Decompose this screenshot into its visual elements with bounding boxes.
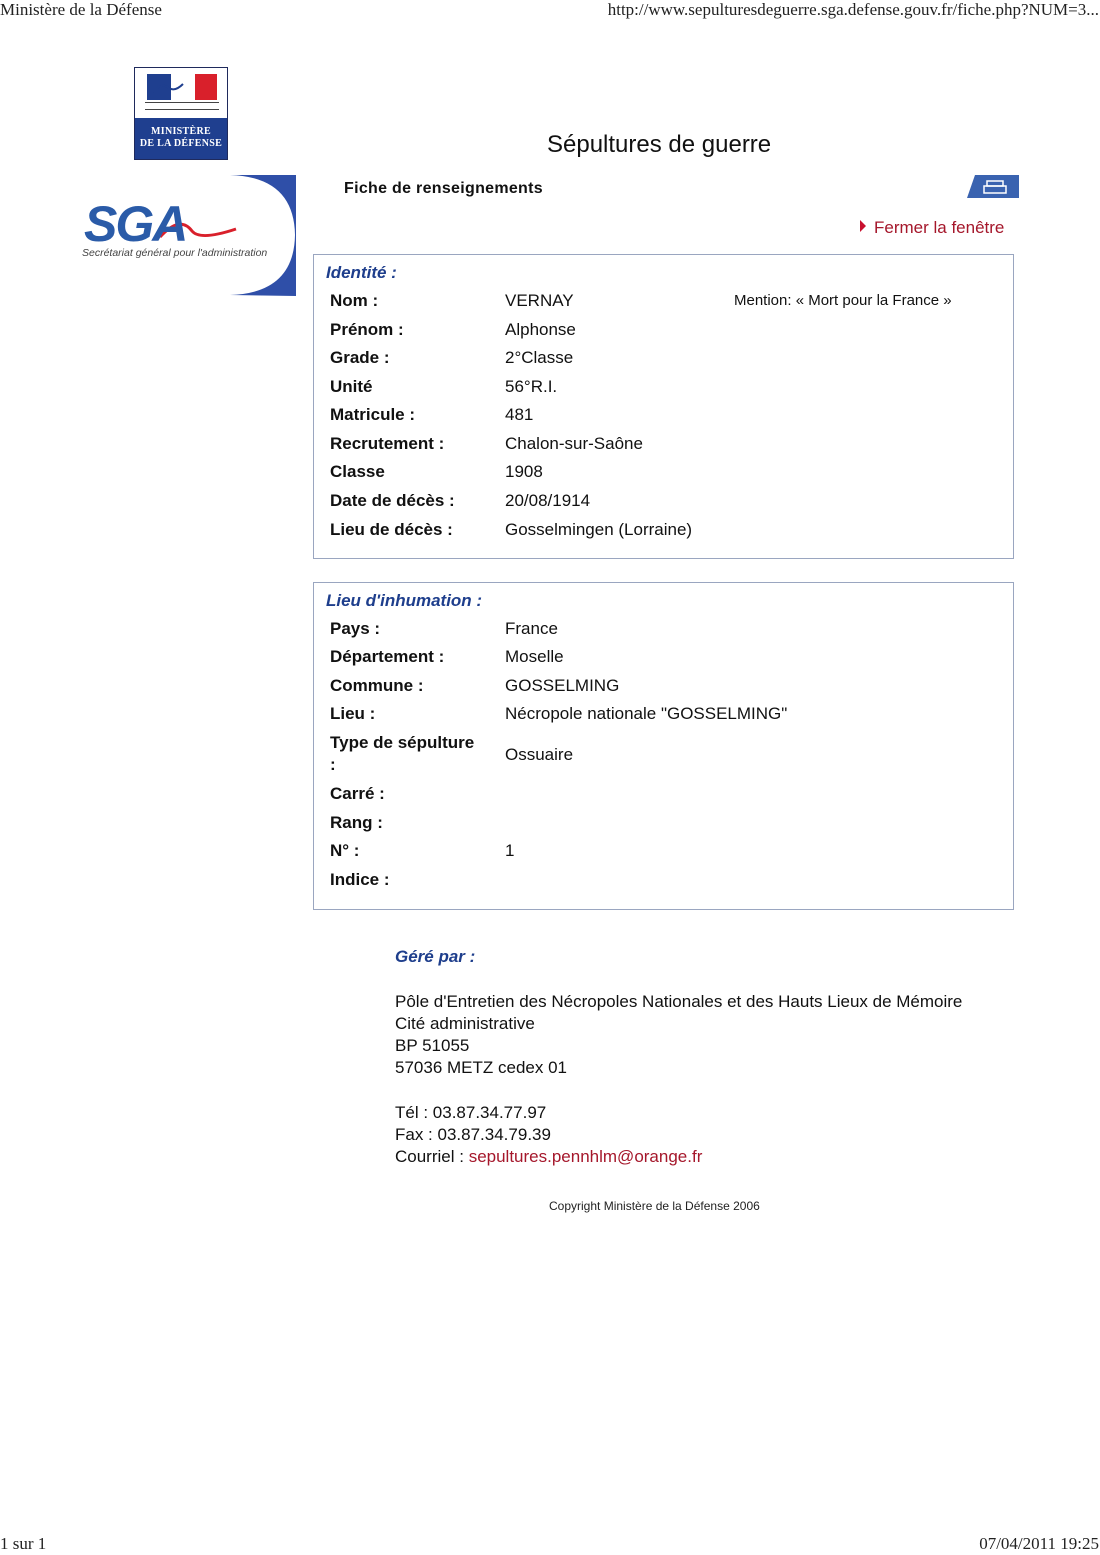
address-line-2: Cité administrative xyxy=(395,1014,535,1033)
print-header-title: Ministère de la Défense xyxy=(0,0,162,19)
print-button[interactable] xyxy=(967,175,1019,198)
sga-logo-letters: SGA xyxy=(84,196,187,252)
field-value: Moselle xyxy=(505,647,564,666)
field-value: Nécropole nationale "GOSSELMING" xyxy=(505,704,788,723)
field-label: Lieu : xyxy=(330,704,376,723)
field-value: VERNAY xyxy=(505,291,574,310)
mention-text: Mention: « Mort pour la France » xyxy=(734,292,952,309)
address-line-3: BP 51055 xyxy=(395,1036,470,1055)
arrow-right-icon xyxy=(860,220,866,232)
fiche-label: Fiche de renseignements xyxy=(344,180,543,197)
identite-title: Identité : xyxy=(326,263,397,282)
field-value: GOSSELMING xyxy=(505,676,620,695)
field-value: 20/08/1914 xyxy=(505,491,591,510)
gere-par-title: Géré par : xyxy=(395,947,476,966)
print-footer-page: 1 sur 1 xyxy=(0,1534,47,1553)
field-label: Département : xyxy=(330,647,445,666)
telephone: Tél : 03.87.34.77.97 xyxy=(395,1103,547,1122)
field-label: Classe xyxy=(330,462,385,481)
field-label: Indice : xyxy=(330,870,390,889)
ministry-logo xyxy=(134,67,228,160)
field-label: Date de décès : xyxy=(330,491,455,510)
inhumation-section xyxy=(313,582,1014,910)
field-value: Alphonse xyxy=(505,320,576,339)
close-window-link[interactable] xyxy=(860,218,1004,238)
field-label: Lieu de décès : xyxy=(330,520,453,539)
print-footer-date: 07/04/2011 19:25 xyxy=(979,1534,1099,1553)
field-value: 2°Classe xyxy=(505,348,574,367)
sga-logo-subtitle: Secrétariat général pour l'administration xyxy=(82,247,268,259)
address-line-4: 57036 METZ cedex 01 xyxy=(395,1058,567,1077)
field-label: Pays : xyxy=(330,619,381,638)
copyright: Copyright Ministère de la Défense 2006 xyxy=(549,1199,760,1213)
field-label: Rang : xyxy=(330,813,383,832)
close-window-label: Fermer la fenêtre xyxy=(874,218,1005,237)
inhumation-title: Lieu d'inhumation : xyxy=(326,591,483,610)
fax: Fax : 03.87.34.79.39 xyxy=(395,1125,551,1144)
field-label-colon: : xyxy=(330,755,336,774)
email-link[interactable]: sepultures.pennhlm@orange.fr xyxy=(468,1147,703,1166)
field-value: France xyxy=(505,619,558,638)
field-value: Gosselmingen (Lorraine) xyxy=(505,520,693,539)
printer-icon xyxy=(967,175,1019,198)
field-value: 1 xyxy=(505,841,515,860)
field-label: Recrutement : xyxy=(330,434,445,453)
sga-logo xyxy=(80,175,296,296)
field-label: Nom : xyxy=(330,291,379,310)
field-label: Grade : xyxy=(330,348,390,367)
page-title: Sépultures de guerre xyxy=(547,131,772,158)
field-label: Type de sépulture xyxy=(330,733,475,752)
courriel-label: Courriel : xyxy=(395,1147,469,1166)
field-value: 481 xyxy=(505,405,534,424)
identite-section xyxy=(313,254,1014,559)
field-label: N° : xyxy=(330,841,360,860)
field-label: Matricule : xyxy=(330,405,416,424)
address-line-1: Pôle d'Entretien des Nécropoles Nationales et des Hauts Lieux de Mémoire xyxy=(395,992,963,1011)
field-label: Unité xyxy=(330,377,373,396)
field-value: Ossuaire xyxy=(505,745,574,764)
field-label: Commune : xyxy=(330,676,424,695)
courriel-line xyxy=(395,1147,702,1167)
ministry-logo-line-1: MINISTÈRE xyxy=(151,126,211,137)
field-value: 1908 xyxy=(505,462,543,481)
field-value: 56°R.I. xyxy=(505,377,558,396)
field-label: Carré : xyxy=(330,784,385,803)
print-header-url: http://www.sepulturesdeguerre.sga.defense.gouv.fr/fiche.php?NUM=3... xyxy=(607,0,1099,19)
field-label: Prénom : xyxy=(330,320,404,339)
ministry-logo-line-2: DE LA DÉFENSE xyxy=(139,138,223,149)
field-value: Chalon-sur-Saône xyxy=(505,434,643,453)
